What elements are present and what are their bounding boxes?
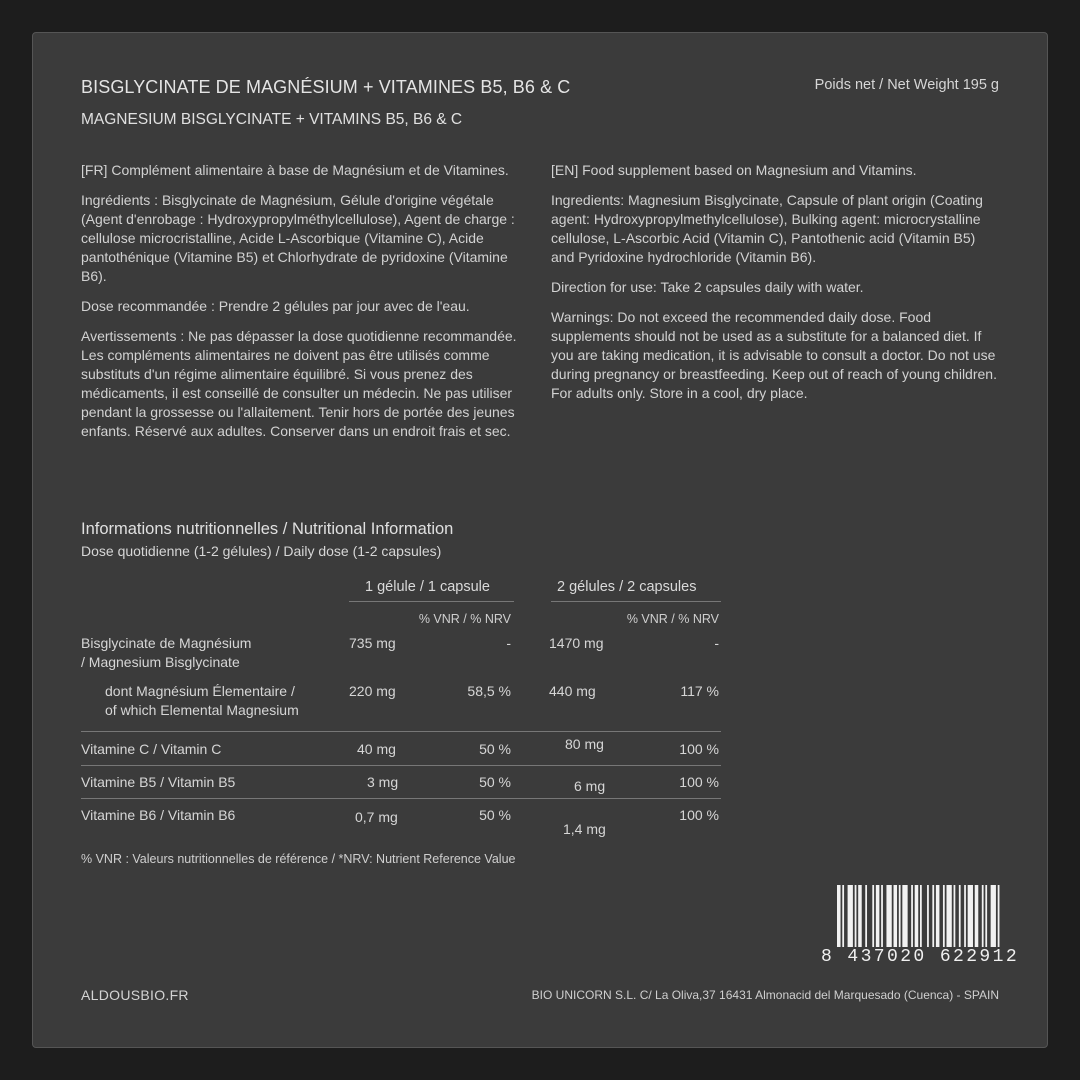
barcode-bar: [975, 885, 979, 947]
vnr-2-capsules: 100 %: [679, 807, 719, 823]
amount-1-capsule: 3 mg: [367, 774, 399, 790]
company-address: BIO UNICORN S.L. C/ La Oliva,37 16431 Almonacid del Marquesado (Cuenca) - SPAIN: [531, 988, 999, 1002]
barcode-bar: [982, 885, 984, 947]
barcode-bar: [848, 885, 853, 947]
amount-2-capsules: 80 mg: [565, 736, 604, 752]
barcode-bar: [865, 885, 867, 947]
fr-ingredients: Ingrédients : Bisglycinate de Magnésium, Gélule d'origine végétale (Agent d'enrobage : Hydroxypropylméthylcellulose), Agent de charge : cellulose microcristalline, Acide L-Ascorbique (Vitamine C), Acide pantothénique (Vitamine B5) et Chlorhydrate de pyridoxine (Vitamine B6).: [81, 192, 515, 284]
en-ingredients: Ingredients: Magnesium Bisglycinate, Capsule of plant origin (Coating agent: Hydroxypropylmethylcellulose), Bulking agent: microcrystalline cellulose, L-Ascorbic Acid (Vitamin C), Pantothenic acid (Vitamin B5) and Pyridoxine hydrochloride (Vitamin B6).: [551, 192, 983, 265]
fr-warnings: Avertissements : Ne pas dépasser la dose quotidienne recommandée. Les compléments alimentaires ne doivent pas être utilisés comme substituts d'un régime alimentaire équilibré. Si vous prenez des médicaments, il est conseillé de consulter un médecin. Ne pas utiliser pendant la grossesse ou l'allaitement. Tenir hors de portée des jeunes enfants. Réservé aux adultes. Conserver dans un endroit frais et sec.: [81, 328, 517, 439]
vnr-header: % VNR / % NRV: [626, 612, 719, 626]
amount-1-capsule: 220 mg: [349, 683, 396, 699]
barcode-bar: [985, 885, 987, 947]
barcode-bar: [886, 885, 891, 947]
amount-2-capsules: 440 mg: [549, 683, 596, 699]
vnr-1-capsule: -: [506, 635, 511, 651]
row-divider: [81, 798, 721, 799]
barcode-bar: [936, 885, 940, 947]
barcode-bar: [837, 885, 841, 947]
amount-2-capsules: 6 mg: [574, 778, 606, 794]
nutrition-title: Informations nutritionnelles / Nutritional Information: [81, 520, 454, 538]
barcode-bar: [943, 885, 945, 947]
barcode-bar: [964, 885, 966, 947]
amount-1-capsule: 0,7 mg: [355, 809, 398, 825]
barcode-icon: [837, 885, 1003, 947]
barcode-bar: [998, 885, 1000, 947]
vnr-1-capsule: 58,5 %: [467, 683, 511, 699]
header-divider: [349, 601, 514, 602]
barcode-bar: [842, 885, 844, 947]
barcode-bar: [915, 885, 919, 947]
barcode-bar: [902, 885, 907, 947]
brand-website: ALDOUSBIO.FR: [81, 987, 189, 1003]
row-divider: [81, 765, 721, 766]
barcode-bar: [894, 885, 898, 947]
product-title-en: MAGNESIUM BISGLYCINATE + VITAMINS B5, B6 & C: [81, 111, 463, 128]
table-row-label: Vitamine B5 / Vitamin B5: [81, 774, 236, 790]
column-header-2-capsules: 2 gélules / 2 capsules: [557, 579, 697, 595]
en-direction: Direction for use: Take 2 capsules daily with water.: [551, 279, 864, 295]
barcode-bar: [946, 885, 951, 947]
barcode-bar: [855, 885, 857, 947]
barcode-bar: [932, 885, 934, 947]
en-warnings: Warnings: Do not exceed the recommended daily dose. Food supplements should not be used as a substitute for a balanced diet. If you are taking medication, it is advisable to consult a doctor. Do not use during pregnancy or breastfeeding. Keep out of reach of young children. For adults only. Store in a cool, dry place.: [551, 309, 997, 401]
vnr-2-capsules: 100 %: [679, 774, 719, 790]
en-intro: [EN] Food supplement based on Magnesium and Vitamins.: [551, 162, 917, 178]
barcode-bar: [991, 885, 996, 947]
barcode-number: 8 437020 622912: [821, 947, 1020, 967]
table-row-label: Bisglycinate de Magnésium / Magnesium Bisglycinate: [81, 635, 252, 670]
vnr-1-capsule: 50 %: [479, 807, 511, 823]
barcode-bar: [911, 885, 913, 947]
barcode-bar: [920, 885, 922, 947]
barcode-bar: [899, 885, 901, 947]
amount-2-capsules: 1470 mg: [549, 635, 604, 651]
column-header-1-capsule: 1 gélule / 1 capsule: [365, 579, 490, 595]
table-row-label: Vitamine C / Vitamin C: [81, 741, 222, 757]
vnr-1-capsule: 50 %: [479, 741, 511, 757]
vnr-2-capsules: 117 %: [680, 683, 719, 699]
barcode-bar: [872, 885, 874, 947]
amount-1-capsule: 735 mg: [349, 635, 396, 651]
net-weight: Poids net / Net Weight 195 g: [814, 77, 999, 93]
table-row-label: dont Magnésium Élementaire / of which Elemental Magnesium: [105, 683, 299, 718]
amount-1-capsule: 40 mg: [357, 741, 396, 757]
product-title-fr: BISGLYCINATE DE MAGNÉSIUM + VITAMINES B5, B6 & C: [81, 77, 571, 97]
barcode-bar: [968, 885, 973, 947]
french-description: [81, 161, 531, 452]
vnr-2-capsules: 100 %: [679, 741, 719, 757]
barcode-bar: [927, 885, 929, 947]
barcode-bar: [881, 885, 883, 947]
vnr-header: % VNR / % NRV: [418, 612, 511, 626]
barcode-bar: [954, 885, 956, 947]
barcode-bar: [959, 885, 961, 947]
amount-2-capsules: 1,4 mg: [563, 821, 606, 837]
barcode-bar: [876, 885, 880, 947]
vnr-1-capsule: 50 %: [479, 774, 511, 790]
english-description: [551, 161, 1001, 414]
table-row-label: Vitamine B6 / Vitamin B6: [81, 807, 236, 823]
vnr-2-capsules: -: [714, 635, 719, 651]
product-label-panel: [32, 32, 1048, 1048]
row-divider: [81, 731, 721, 732]
fr-intro: [FR] Complément alimentaire à base de Magnésium et de Vitamines.: [81, 162, 509, 178]
header-divider: [551, 601, 721, 602]
nutrition-subtitle: Dose quotidienne (1-2 gélules) / Daily dose (1-2 capsules): [81, 543, 442, 559]
nrv-footnote: % VNR : Valeurs nutritionnelles de référence / *NRV: Nutrient Reference Value: [81, 852, 516, 866]
fr-dose: Dose recommandée : Prendre 2 gélules par jour avec de l'eau.: [81, 298, 470, 314]
barcode-bar: [858, 885, 862, 947]
